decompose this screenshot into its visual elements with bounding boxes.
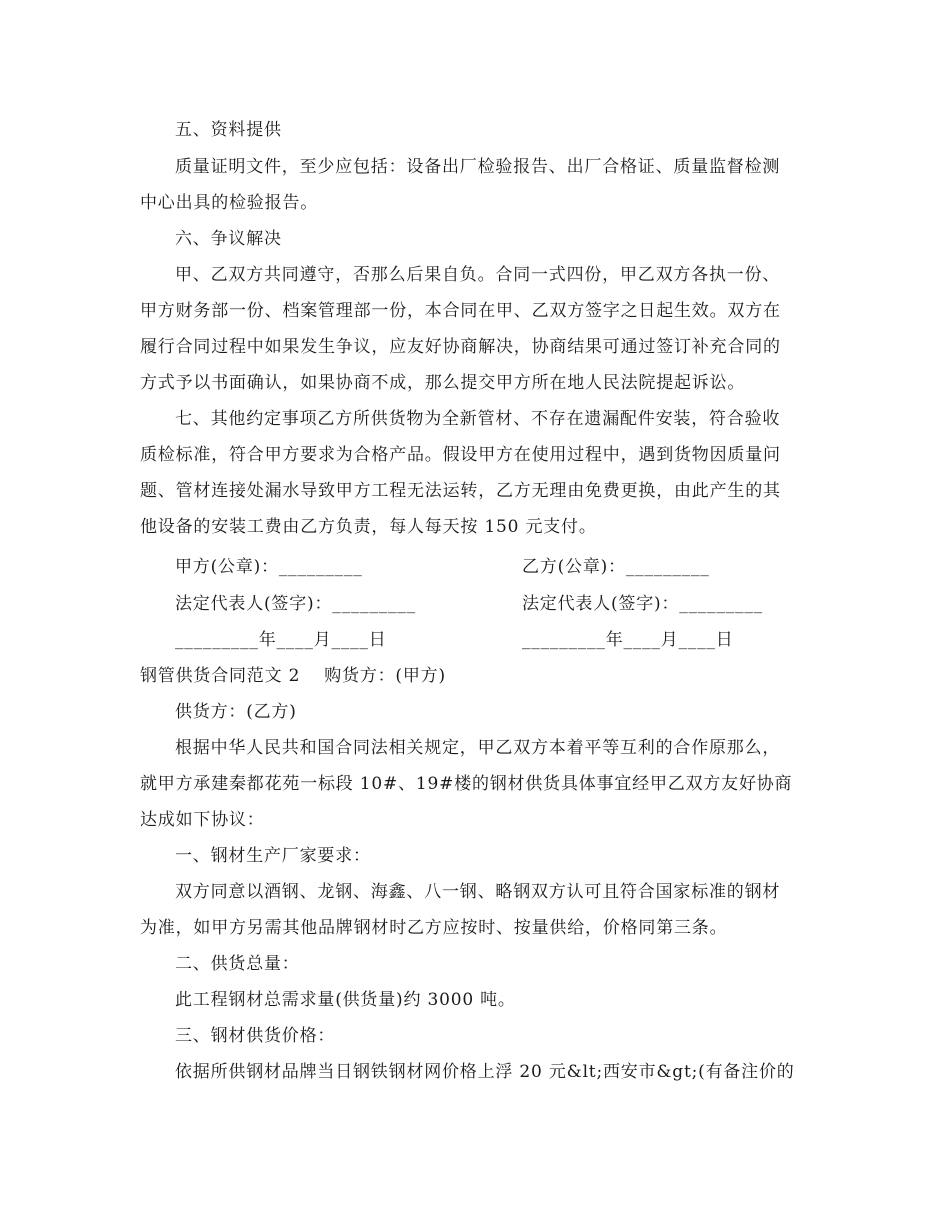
paragraph-line: 依据所供钢材品牌当日钢铁钢材网价格上浮 20 元&lt;西安市&gt;(有备注价的: [175, 1062, 795, 1082]
section-heading-dispute: 六、争议解决: [175, 229, 282, 249]
paragraph-line: 为准，如甲方另需其他品牌钢材时乙方应按时、按量供给，价格同第三条。: [140, 918, 728, 938]
paragraph-line: 方式予以书面确认，如果协商不成，那么提交甲方所在地人民法院提起诉讼。: [140, 373, 746, 393]
section-heading-supply-total: 二、供货总量：: [175, 954, 300, 974]
paragraph-line: 质检标准，符合甲方要求为合格产品。假设甲方在使用过程中，遇到货物因质量问: [140, 445, 781, 465]
paragraph-line: 根据中华人民共和国合同法相关规定，甲乙双方本着平等互利的合作原那么，: [175, 738, 781, 758]
party-b-date-field: _________年____月____日: [522, 630, 734, 650]
party-a-representative-field: 法定代表人(签字)：_________: [175, 594, 416, 614]
party-a-seal-field: 甲方(公章)：_________: [175, 557, 363, 577]
party-b-seal-field: 乙方(公章)：_________: [522, 557, 710, 577]
paragraph-line: 此工程钢材总需求量(供货量)约 3000 吨。: [175, 990, 516, 1010]
paragraph-line: 他设备的安装工费由乙方负责，每人每天按 150 元支付。: [140, 517, 597, 537]
supplier-label: 供货方：(乙方): [175, 702, 297, 722]
buyer-label: 购货方：(甲方): [324, 666, 446, 686]
paragraph-line: 题、管材连接处漏水导致甲方工程无法运转，乙方无理由免费更换，由此产生的其: [140, 481, 781, 501]
party-b-representative-field: 法定代表人(签字)：_________: [522, 594, 763, 614]
section-heading-price: 三、钢材供货价格：: [175, 1026, 336, 1046]
contract2-title: 钢管供货合同范文 2: [140, 666, 301, 686]
paragraph-line: 达成如下协议：: [140, 810, 265, 830]
paragraph-line: 双方同意以酒钢、龙钢、海鑫、八一钢、略钢双方认可且符合国家标准的钢材: [175, 882, 781, 902]
party-a-date-field: _________年____月____日: [175, 630, 387, 650]
paragraph-line: 中心出具的检验报告。: [140, 193, 318, 213]
paragraph-line: 甲方财务部一份、档案管理部一份，本合同在甲、乙双方签字之日起生效。双方在: [140, 301, 781, 321]
contract2-header-line: [140, 664, 446, 688]
paragraph-line: 甲、乙双方共同遵守，否那么后果自负。合同一式四份，甲乙双方各执一份、: [175, 265, 781, 285]
paragraph-line: 质量证明文件，至少应包括：设备出厂检验报告、出厂合格证、质量监督检测: [175, 157, 781, 177]
paragraph-line: 履行合同过程中如果发生争议，应友好协商解决，协商结果可通过签订补充合同的: [140, 337, 781, 357]
section-heading-manufacturer: 一、钢材生产厂家要求：: [175, 846, 371, 866]
section-heading-other: 七、其他约定事项乙方所供货物为全新管材、不存在遗漏配件安装，符合验收: [175, 409, 781, 429]
paragraph-line: 就甲方承建秦都花苑一标段 10#、19#楼的钢材供货具体事宜经甲乙双方友好协商: [140, 774, 793, 794]
section-heading-materials: 五、资料提供: [175, 120, 282, 140]
